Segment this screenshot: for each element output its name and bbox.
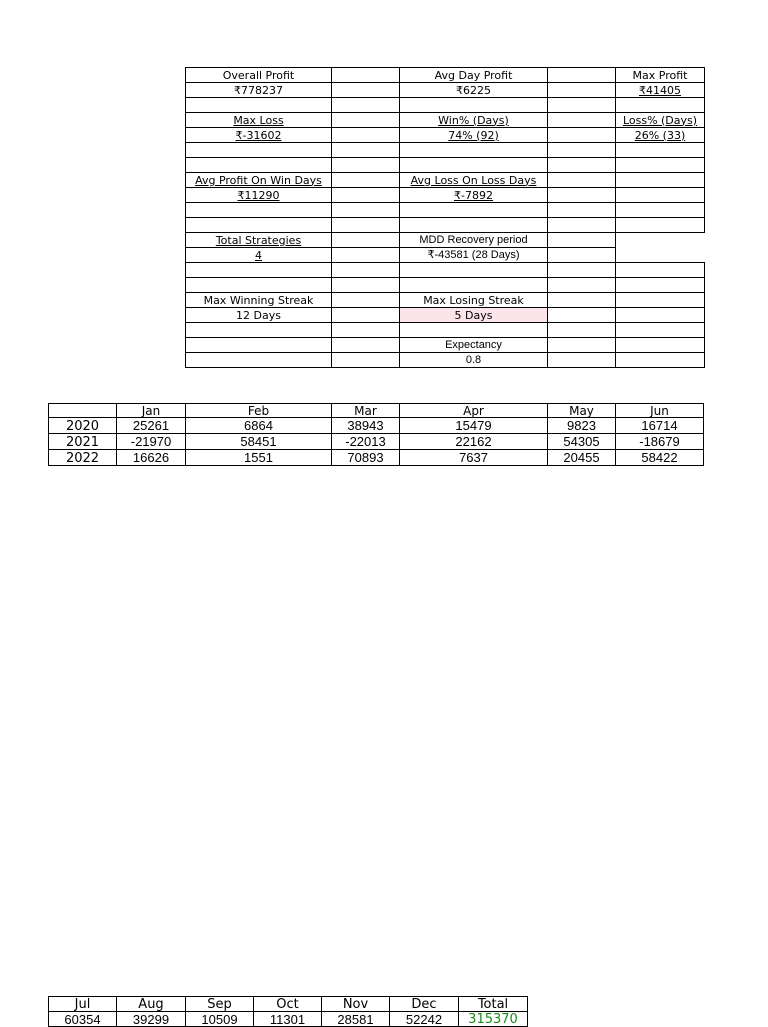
month-header: Apr [400,404,548,418]
value-cell: 54305 [548,434,616,450]
max-win-streak-label: Max Winning Streak [186,293,332,308]
total-strategies-label[interactable]: Total Strategies [186,233,332,248]
table-row [49,434,704,450]
value-cell: 28581 [322,1012,390,1027]
value-cell: 6864 [186,418,332,434]
month-header: May [548,404,616,418]
monthly-pnl-table-continued [48,996,528,1027]
value-cell: 10509 [186,1012,254,1027]
avg-profit-win-value[interactable]: ₹11290 [186,188,332,203]
total-header: Total [459,997,528,1012]
month-header: Nov [322,997,390,1012]
max-win-streak-value: 12 Days [186,308,332,323]
summary-table [185,67,705,368]
value-cell: 52242 [390,1012,459,1027]
value-cell: 22162 [400,434,548,450]
table-row [49,1012,528,1027]
max-loss-label[interactable]: Max Loss [186,113,332,128]
month-header: Oct [254,997,322,1012]
max-lose-streak-value: 5 Days [400,308,548,323]
value-cell: 70893 [332,450,400,466]
avg-day-profit-label: Avg Day Profit [400,68,548,83]
avg-loss-loss-value[interactable]: ₹-7892 [400,188,548,203]
value-cell: 20455 [548,450,616,466]
win-pct-label[interactable]: Win% (Days) [400,113,548,128]
value-cell: 25261 [117,418,186,434]
month-header: Aug [117,997,186,1012]
monthly-header-row [49,404,704,418]
value-cell: -18679 [616,434,704,450]
loss-pct-label[interactable]: Loss% (Days) [616,113,705,128]
table-row [49,450,704,466]
loss-pct-value[interactable]: 26% (33) [616,128,705,143]
month-header: Jul [49,997,117,1012]
value-cell: 16714 [616,418,704,434]
value-cell: 38943 [332,418,400,434]
max-lose-streak-label: Max Losing Streak [400,293,548,308]
total-strategies-value[interactable]: 4 [186,248,332,263]
year-cell: 2021 [49,434,117,450]
month-header: Feb [186,404,332,418]
month-header: Sep [186,997,254,1012]
max-profit-value[interactable]: ₹41405 [616,83,705,98]
max-loss-value[interactable]: ₹-31602 [186,128,332,143]
month-header: Mar [332,404,400,418]
value-cell: 11301 [254,1012,322,1027]
value-cell: 1551 [186,450,332,466]
win-pct-value[interactable]: 74% (92) [400,128,548,143]
max-profit-label: Max Profit [616,68,705,83]
value-cell: 58422 [616,450,704,466]
value-cell: 39299 [117,1012,186,1027]
value-cell: 9823 [548,418,616,434]
overall-profit-value: ₹778237 [186,83,332,98]
monthly-header-row [49,997,528,1012]
mdd-value: ₹-43581 (28 Days) [400,248,548,263]
value-cell: -22013 [332,434,400,450]
value-cell: 60354 [49,1012,117,1027]
month-header: Jun [616,404,704,418]
year-cell: 2020 [49,418,117,434]
expectancy-label: Expectancy [400,338,548,353]
month-header: Jan [117,404,186,418]
month-header: Dec [390,997,459,1012]
avg-loss-loss-label[interactable]: Avg Loss On Loss Days [400,173,548,188]
year-cell: 2022 [49,450,117,466]
value-cell: 58451 [186,434,332,450]
expectancy-value: 0.8 [400,353,548,368]
avg-profit-win-label[interactable]: Avg Profit On Win Days [186,173,332,188]
overall-profit-label: Overall Profit [186,68,332,83]
value-cell: 16626 [117,450,186,466]
avg-day-profit-value: ₹6225 [400,83,548,98]
mdd-label: MDD Recovery period [400,233,548,248]
value-cell: -21970 [117,434,186,450]
value-cell: 15479 [400,418,548,434]
table-row [49,418,704,434]
total-value-cell: 315370 [459,1012,528,1027]
value-cell: 7637 [400,450,548,466]
monthly-pnl-table [48,403,704,466]
